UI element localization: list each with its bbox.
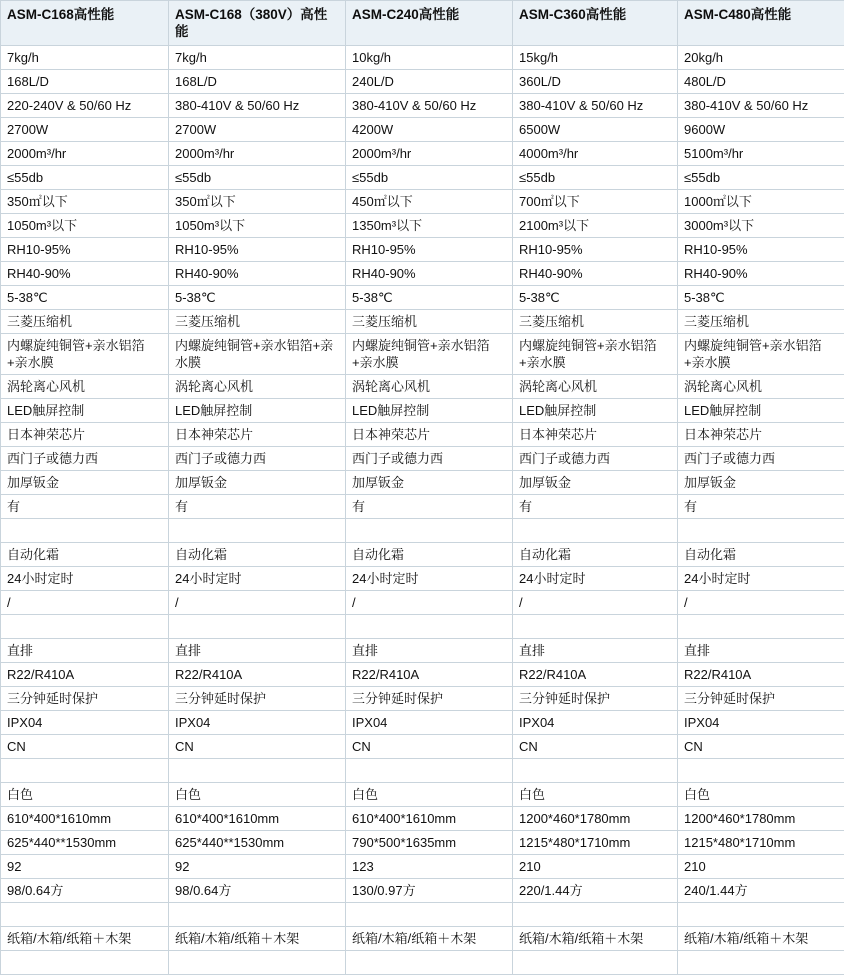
table-cell: 24小时定时 <box>513 567 678 591</box>
table-cell: 白色 <box>513 783 678 807</box>
table-cell: / <box>513 591 678 615</box>
table-cell: / <box>678 591 844 615</box>
table-row <box>1 262 844 286</box>
table-cell: 24小时定时 <box>346 567 513 591</box>
table-cell: 三菱压缩机 <box>678 310 844 334</box>
table-cell: 210 <box>513 855 678 879</box>
table-cell: 380-410V & 50/60 Hz <box>513 94 678 118</box>
table-row <box>1 238 844 262</box>
table-cell <box>513 951 678 975</box>
table-cell <box>1 519 169 543</box>
table-row <box>1 543 844 567</box>
table-row <box>1 567 844 591</box>
table-cell: 5-38℃ <box>346 286 513 310</box>
table-cell: 内螺旋纯铜管+亲水铝箔+亲水膜 <box>513 334 678 375</box>
table-cell: IPX04 <box>513 711 678 735</box>
table-cell: 6500W <box>513 118 678 142</box>
table-row <box>1 46 844 70</box>
table-row <box>1 879 844 903</box>
table-cell: 625*440**1530mm <box>169 831 346 855</box>
table-cell: R22/R410A <box>513 663 678 687</box>
table-cell: 西门子或德力西 <box>1 447 169 471</box>
table-cell <box>678 903 844 927</box>
table-cell <box>346 951 513 975</box>
table-cell: 纸箱/木箱/纸箱＋木架 <box>1 927 169 951</box>
table-cell: IPX04 <box>346 711 513 735</box>
table-cell: 1200*460*1780mm <box>678 807 844 831</box>
table-cell <box>1 615 169 639</box>
table-cell <box>1 759 169 783</box>
table-cell: 4000m³/hr <box>513 142 678 166</box>
table-row <box>1 118 844 142</box>
table-cell: 纸箱/木箱/纸箱＋木架 <box>169 927 346 951</box>
table-cell: 有 <box>678 495 844 519</box>
table-cell: 三菱压缩机 <box>346 310 513 334</box>
column-header-model-3: ASM-C240高性能 <box>346 1 513 46</box>
table-cell: 加厚钣金 <box>513 471 678 495</box>
table-cell: 350㎡以下 <box>1 190 169 214</box>
table-cell: 20kg/h <box>678 46 844 70</box>
table-cell: 240L/D <box>346 70 513 94</box>
table-cell: 直排 <box>169 639 346 663</box>
table-cell: 白色 <box>1 783 169 807</box>
table-cell: 610*400*1610mm <box>346 807 513 831</box>
table-cell: 7kg/h <box>1 46 169 70</box>
table-cell: 350㎡以下 <box>169 190 346 214</box>
table-cell: 三分钟延时保护 <box>1 687 169 711</box>
table-cell: ≤55db <box>678 166 844 190</box>
table-cell: CN <box>346 735 513 759</box>
table-cell <box>169 759 346 783</box>
table-cell: 内螺旋纯铜管+亲水铝箔+亲水膜 <box>169 334 346 375</box>
table-row <box>1 783 844 807</box>
table-cell <box>169 903 346 927</box>
table-cell: RH40-90% <box>346 262 513 286</box>
table-cell: 内螺旋纯铜管+亲水铝箔+亲水膜 <box>678 334 844 375</box>
table-cell: 2700W <box>169 118 346 142</box>
table-cell <box>678 759 844 783</box>
table-cell <box>346 519 513 543</box>
table-cell <box>513 903 678 927</box>
table-cell: CN <box>513 735 678 759</box>
table-row <box>1 375 844 399</box>
table-cell: 220/1.44方 <box>513 879 678 903</box>
table-cell: 直排 <box>346 639 513 663</box>
table-cell: CN <box>1 735 169 759</box>
table-cell: / <box>346 591 513 615</box>
table-cell: 内螺旋纯铜管+亲水铝箔+亲水膜 <box>346 334 513 375</box>
table-cell: 三菱压缩机 <box>513 310 678 334</box>
table-cell: 625*440**1530mm <box>1 831 169 855</box>
table-row <box>1 334 844 375</box>
table-cell: 三分钟延时保护 <box>346 687 513 711</box>
table-cell: 有 <box>346 495 513 519</box>
table-cell: 内螺旋纯铜管+亲水铝箔+亲水膜 <box>1 334 169 375</box>
table-row <box>1 166 844 190</box>
table-cell: 5-38℃ <box>678 286 844 310</box>
table-cell: 西门子或德力西 <box>513 447 678 471</box>
table-row <box>1 855 844 879</box>
table-row <box>1 687 844 711</box>
table-cell: 450㎡以下 <box>346 190 513 214</box>
table-cell: RH40-90% <box>678 262 844 286</box>
table-cell: RH40-90% <box>169 262 346 286</box>
table-cell: 日本神荣芯片 <box>678 423 844 447</box>
table-cell: ≤55db <box>169 166 346 190</box>
table-cell: / <box>1 591 169 615</box>
column-header-model-4: ASM-C360高性能 <box>513 1 678 46</box>
table-cell: 西门子或德力西 <box>678 447 844 471</box>
table-cell: 白色 <box>678 783 844 807</box>
table-cell: 自动化霜 <box>513 543 678 567</box>
table-cell: 有 <box>169 495 346 519</box>
table-cell: 168L/D <box>1 70 169 94</box>
table-cell: LED触屏控制 <box>678 399 844 423</box>
table-cell: 4200W <box>346 118 513 142</box>
table-row <box>1 735 844 759</box>
table-row <box>1 286 844 310</box>
column-header-model-2: ASM-C168（380V）高性能 <box>169 1 346 46</box>
table-cell: RH10-95% <box>1 238 169 262</box>
table-cell: RH10-95% <box>169 238 346 262</box>
table-cell: R22/R410A <box>169 663 346 687</box>
table-cell: R22/R410A <box>678 663 844 687</box>
table-cell: 有 <box>513 495 678 519</box>
table-cell: 98/0.64方 <box>1 879 169 903</box>
table-cell: 240/1.44方 <box>678 879 844 903</box>
table-cell: IPX04 <box>169 711 346 735</box>
table-cell: 9600W <box>678 118 844 142</box>
table-cell: 2000m³/hr <box>169 142 346 166</box>
table-cell: 123 <box>346 855 513 879</box>
table-cell: R22/R410A <box>1 663 169 687</box>
table-row <box>1 190 844 214</box>
table-cell: 220-240V & 50/60 Hz <box>1 94 169 118</box>
table-cell <box>678 519 844 543</box>
table-cell: 2100m³以下 <box>513 214 678 238</box>
table-cell: 1000㎡以下 <box>678 190 844 214</box>
table-cell: R22/R410A <box>346 663 513 687</box>
table-cell: 有 <box>1 495 169 519</box>
table-cell: 10kg/h <box>346 46 513 70</box>
table-row <box>1 903 844 927</box>
table-cell: RH10-95% <box>678 238 844 262</box>
table-cell: 涡轮离心风机 <box>513 375 678 399</box>
table-cell: 直排 <box>1 639 169 663</box>
table-cell: 涡轮离心风机 <box>1 375 169 399</box>
table-row <box>1 927 844 951</box>
table-cell: 三分钟延时保护 <box>169 687 346 711</box>
table-cell <box>678 615 844 639</box>
table-cell: CN <box>678 735 844 759</box>
table-cell: 加厚钣金 <box>678 471 844 495</box>
table-cell: 2000m³/hr <box>346 142 513 166</box>
table-row <box>1 711 844 735</box>
table-cell: RH40-90% <box>513 262 678 286</box>
table-cell: RH10-95% <box>346 238 513 262</box>
table-cell: 日本神荣芯片 <box>1 423 169 447</box>
table-cell: 1200*460*1780mm <box>513 807 678 831</box>
table-row <box>1 639 844 663</box>
table-cell: ≤55db <box>346 166 513 190</box>
column-header-model-5: ASM-C480高性能 <box>678 1 844 46</box>
table-cell: 自动化霜 <box>678 543 844 567</box>
table-cell: 480L/D <box>678 70 844 94</box>
table-cell <box>169 951 346 975</box>
table-cell: 380-410V & 50/60 Hz <box>678 94 844 118</box>
table-cell: 168L/D <box>169 70 346 94</box>
table-row <box>1 495 844 519</box>
table-cell: LED触屏控制 <box>169 399 346 423</box>
table-row <box>1 471 844 495</box>
table-cell: 纸箱/木箱/纸箱＋木架 <box>346 927 513 951</box>
table-cell: / <box>169 591 346 615</box>
table-cell: LED触屏控制 <box>513 399 678 423</box>
table-cell: 三分钟延时保护 <box>678 687 844 711</box>
table-cell: 加厚钣金 <box>169 471 346 495</box>
table-body <box>1 46 844 975</box>
table-row <box>1 310 844 334</box>
table-cell: 210 <box>678 855 844 879</box>
table-cell: 1050m³以下 <box>1 214 169 238</box>
table-cell: 2000m³/hr <box>1 142 169 166</box>
table-cell: 15kg/h <box>513 46 678 70</box>
table-cell: 直排 <box>678 639 844 663</box>
table-cell: ≤55db <box>1 166 169 190</box>
table-cell: 1215*480*1710mm <box>513 831 678 855</box>
table-cell: LED触屏控制 <box>346 399 513 423</box>
table-cell: 1050m³以下 <box>169 214 346 238</box>
table-cell: IPX04 <box>678 711 844 735</box>
table-cell: 130/0.97方 <box>346 879 513 903</box>
table-cell: 2700W <box>1 118 169 142</box>
table-cell <box>513 615 678 639</box>
table-row <box>1 94 844 118</box>
table-cell <box>1 903 169 927</box>
table-header <box>1 1 844 46</box>
table-row <box>1 142 844 166</box>
table-cell: 白色 <box>346 783 513 807</box>
table-cell: 24小时定时 <box>1 567 169 591</box>
table-cell: RH10-95% <box>513 238 678 262</box>
table-cell <box>513 519 678 543</box>
table-cell <box>169 519 346 543</box>
table-cell <box>346 759 513 783</box>
table-row <box>1 519 844 543</box>
table-row <box>1 399 844 423</box>
table-cell: 610*400*1610mm <box>1 807 169 831</box>
table-cell: 380-410V & 50/60 Hz <box>346 94 513 118</box>
table-row <box>1 831 844 855</box>
table-cell: 92 <box>1 855 169 879</box>
table-cell: 白色 <box>169 783 346 807</box>
table-cell <box>346 903 513 927</box>
table-cell: 7kg/h <box>169 46 346 70</box>
table-cell: 加厚钣金 <box>346 471 513 495</box>
table-cell <box>678 951 844 975</box>
table-cell: LED触屏控制 <box>1 399 169 423</box>
table-cell: 日本神荣芯片 <box>169 423 346 447</box>
table-row <box>1 447 844 471</box>
table-cell <box>1 951 169 975</box>
table-row <box>1 615 844 639</box>
table-cell: 直排 <box>513 639 678 663</box>
table-cell <box>513 759 678 783</box>
table-cell: 日本神荣芯片 <box>346 423 513 447</box>
table-row <box>1 214 844 238</box>
table-cell: 380-410V & 50/60 Hz <box>169 94 346 118</box>
table-cell: 三菱压缩机 <box>169 310 346 334</box>
table-cell: 5-38℃ <box>513 286 678 310</box>
table-cell: 610*400*1610mm <box>169 807 346 831</box>
table-cell: 98/0.64方 <box>169 879 346 903</box>
table-cell: 5100m³/hr <box>678 142 844 166</box>
table-cell: 涡轮离心风机 <box>346 375 513 399</box>
table-cell: 700㎡以下 <box>513 190 678 214</box>
table-row <box>1 951 844 975</box>
table-cell: 24小时定时 <box>169 567 346 591</box>
table-cell: 日本神荣芯片 <box>513 423 678 447</box>
table-header-row <box>1 1 844 46</box>
table-cell: 自动化霜 <box>169 543 346 567</box>
table-row <box>1 759 844 783</box>
table-cell: 790*500*1635mm <box>346 831 513 855</box>
table-cell: 5-38℃ <box>169 286 346 310</box>
table-cell: RH40-90% <box>1 262 169 286</box>
table-cell: 涡轮离心风机 <box>169 375 346 399</box>
table-cell: 涡轮离心风机 <box>678 375 844 399</box>
table-cell: 三菱压缩机 <box>1 310 169 334</box>
column-header-model-1: ASM-C168高性能 <box>1 1 169 46</box>
table-cell: 3000m³以下 <box>678 214 844 238</box>
table-cell: 纸箱/木箱/纸箱＋木架 <box>678 927 844 951</box>
table-cell <box>346 615 513 639</box>
table-cell <box>169 615 346 639</box>
table-row <box>1 70 844 94</box>
table-cell: 24小时定时 <box>678 567 844 591</box>
table-cell: 三分钟延时保护 <box>513 687 678 711</box>
table-row <box>1 423 844 447</box>
table-row <box>1 591 844 615</box>
table-cell: 5-38℃ <box>1 286 169 310</box>
table-cell: 自动化霜 <box>1 543 169 567</box>
table-cell: 92 <box>169 855 346 879</box>
table-cell: 西门子或德力西 <box>346 447 513 471</box>
table-cell: 1350m³以下 <box>346 214 513 238</box>
table-cell: 360L/D <box>513 70 678 94</box>
table-cell: CN <box>169 735 346 759</box>
table-cell: 自动化霜 <box>346 543 513 567</box>
table-cell: 加厚钣金 <box>1 471 169 495</box>
table-cell: IPX04 <box>1 711 169 735</box>
table-cell: 1215*480*1710mm <box>678 831 844 855</box>
table-row <box>1 807 844 831</box>
table-cell: 西门子或德力西 <box>169 447 346 471</box>
table-cell: ≤55db <box>513 166 678 190</box>
table-cell: 纸箱/木箱/纸箱＋木架 <box>513 927 678 951</box>
table-row <box>1 663 844 687</box>
